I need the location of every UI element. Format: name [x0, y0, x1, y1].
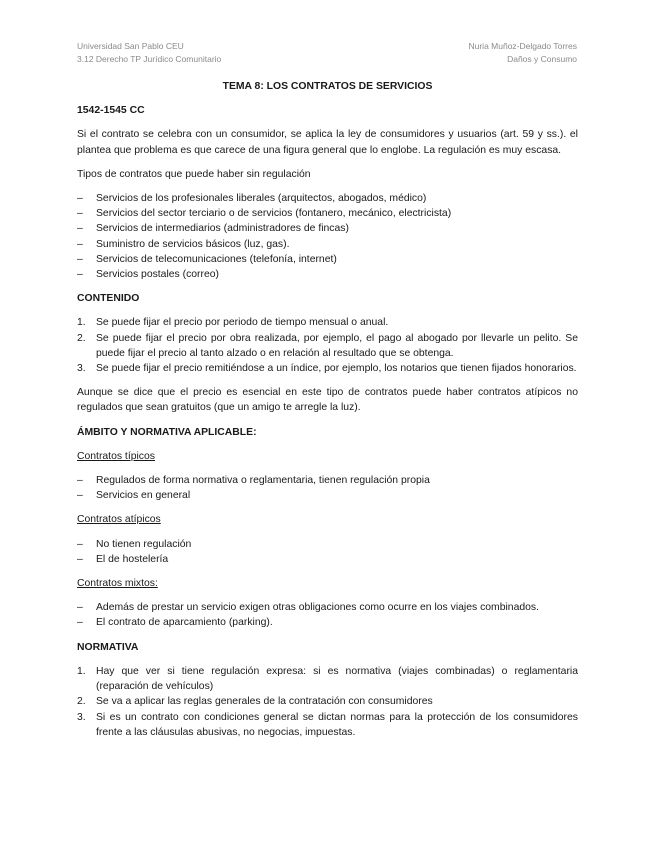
list-item-text: Se puede fijar el precio por periodo de tiempo mensual o anual. — [96, 317, 389, 329]
number-marker: 3. — [77, 363, 86, 375]
list-item — [77, 361, 578, 376]
list-item — [77, 694, 578, 709]
dash-marker: – — [77, 553, 83, 565]
list-item-text: Además de prestar un servicio exigen otras obligaciones como ocurre en los viajes combinados. — [96, 602, 539, 614]
list-item — [77, 710, 578, 740]
list-item — [77, 221, 578, 236]
list-item-text: El contrato de aparcamiento (parking). — [96, 617, 273, 629]
intro-paragraph: Si el contrato se celebra con un consumidor, se aplica la ley de consumidores y usuarios (art. 59 y ss.). el plantea que problema es que carece de una figura general que lo englobe. La regulación es muy escasa. — [77, 129, 578, 156]
list-item-text: Servicios en general — [96, 490, 191, 502]
ambito-heading: ÁMBITO Y NORMATIVA APLICABLE: — [77, 426, 257, 438]
list-item-text: Hay que ver si tiene regulación expresa: si es normativa (viajes combinadas) o reglamentaria (reparación de vehículos) — [96, 665, 578, 693]
list-item-text: No tienen regulación — [96, 538, 192, 550]
normativa-list — [77, 664, 578, 740]
contenido-heading: CONTENIDO — [77, 293, 140, 305]
list-item — [77, 267, 578, 282]
list-item-text: Se puede fijar el precio por obra realizada, por ejemplo, el pago al abogado por llevarle un pelito. Se puede fijar el precio al tanto alzado o en relación al resultado que se obtenga. — [96, 332, 578, 359]
atipicos-heading: Contratos atípicos — [77, 514, 161, 526]
list-item — [77, 237, 578, 252]
types-list — [77, 191, 578, 282]
dash-marker: – — [77, 253, 83, 265]
list-item-text: Servicios de intermediarios (administradores de fincas) — [96, 223, 349, 235]
dash-marker: – — [77, 269, 83, 281]
list-item — [77, 206, 578, 221]
dash-marker: – — [77, 602, 83, 614]
header-author: Nuria Muñoz-Delgado Torres — [468, 41, 577, 51]
number-marker: 1. — [77, 665, 86, 677]
list-item — [77, 191, 578, 206]
document-body — [77, 79, 578, 749]
list-item-text: Se puede fijar el precio remitiéndose a un índice, por ejemplo, los notarios que tienen fijados honorarios. — [96, 363, 577, 375]
page-header-right — [468, 40, 577, 66]
dash-marker: – — [77, 617, 83, 629]
dash-marker: – — [77, 490, 83, 502]
list-item — [77, 488, 578, 503]
list-item — [77, 552, 578, 567]
list-item — [77, 600, 578, 615]
list-item — [77, 331, 578, 361]
normativa-heading: NORMATIVA — [77, 641, 139, 653]
list-item-text: Regulados de forma normativa o reglamentaria, tienen regulación propia — [96, 475, 430, 487]
header-university: Universidad San Pablo CEU — [77, 41, 184, 51]
dash-marker: – — [77, 538, 83, 550]
header-course: 3.12 Derecho TP Jurídico Comunitario — [77, 54, 222, 64]
list-item-text: Si es un contrato con condiciones general se dictan normas para la protección de los consumidores frente a las cláusulas abusivas, no negocias, impuestas. — [96, 711, 578, 738]
dash-marker: – — [77, 223, 83, 235]
articles-heading: 1542-1545 CC — [77, 105, 145, 117]
list-item — [77, 473, 578, 488]
mixtos-list — [77, 600, 578, 630]
number-marker: 3. — [77, 711, 86, 723]
list-item-text: Se va a aplicar las reglas generales de la contratación con consumidores — [96, 696, 433, 708]
dash-marker: – — [77, 193, 83, 205]
list-item — [77, 615, 578, 630]
list-item-text: Servicios de telecomunicaciones (telefonía, internet) — [96, 253, 337, 265]
tipicos-heading: Contratos típicos — [77, 450, 155, 462]
header-subject: Daños y Consumo — [507, 54, 577, 64]
dash-marker: – — [77, 238, 83, 250]
number-marker: 2. — [77, 332, 86, 344]
tipicos-list — [77, 473, 578, 503]
list-item-text: Servicios de los profesionales liberales (arquitectos, abogados, médico) — [96, 193, 427, 205]
list-item-text: Suministro de servicios básicos (luz, gas). — [96, 238, 290, 250]
dash-marker: – — [77, 475, 83, 487]
list-item — [77, 315, 578, 330]
types-heading: Tipos de contratos que puede haber sin regulación — [77, 168, 311, 180]
number-marker: 2. — [77, 696, 86, 708]
page-header-left — [77, 40, 221, 66]
list-item — [77, 252, 578, 267]
number-marker: 1. — [77, 317, 86, 329]
atipicos-note: Aunque se dice que el precio es esencial en este tipo de contratos puede haber contratos atípicos no regulados que sean gratuitos (que un amigo te arregle la luz). — [77, 387, 578, 414]
list-item-text: El de hostelería — [96, 553, 169, 565]
list-item — [77, 664, 578, 694]
contenido-list — [77, 315, 578, 376]
dash-marker: – — [77, 208, 83, 220]
list-item-text: Servicios postales (correo) — [96, 269, 219, 281]
list-item-text: Servicios del sector terciario o de servicios (fontanero, mecánico, electricista) — [96, 208, 452, 220]
page-title: TEMA 8: LOS CONTRATOS DE SERVICIOS — [222, 81, 433, 92]
mixtos-heading: Contratos mixtos: — [77, 578, 158, 590]
atipicos-list — [77, 537, 578, 567]
list-item — [77, 537, 578, 552]
